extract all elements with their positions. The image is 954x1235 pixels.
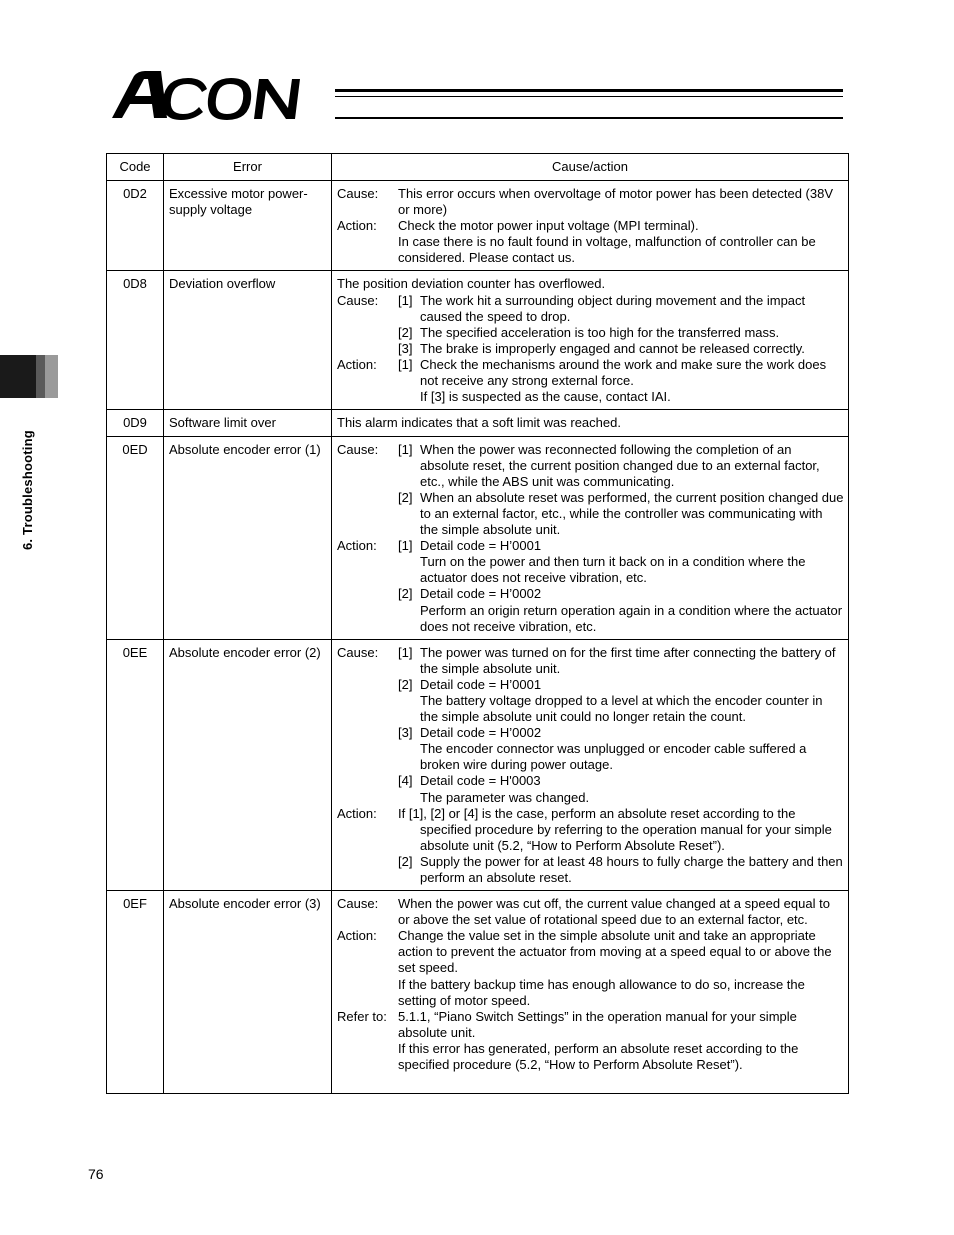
action-text: Check the motor power input voltage (MPI terminal). (398, 218, 699, 234)
refer-extra-text: If this error has generated, perform an absolute reset according to the specified procedure (5.2, “How to Perform Absolute Reset”). (398, 1040, 799, 1073)
item-extra-text: The battery voltage dropped to a level at which the encoder counter in the simple absolute unit could no longer retain the count. (420, 692, 823, 725)
action-label: Action: (337, 356, 377, 372)
row-cause-action (332, 410, 849, 436)
item-number: [1] (398, 356, 413, 372)
item-text: Detail code = H’0002 (420, 725, 542, 741)
row-error: Deviation overflow (164, 271, 332, 410)
cause-label: Cause: (337, 441, 379, 457)
refer-label: Refer to: (337, 1008, 387, 1024)
item-text: Check the mechanisms around the work and make sure the work does not receive any strong external force. (420, 356, 827, 389)
action-label: Action: (337, 805, 377, 821)
header-rule-thin (335, 96, 843, 97)
item-text: Detail code = H’0001 (420, 538, 542, 554)
item-extra-text: The encoder connector was unplugged or encoder cable suffered a broken wire during power outage. (420, 741, 807, 773)
item-number: [1] (398, 292, 413, 308)
item-extra-text: The parameter was changed. (420, 789, 590, 805)
refer-text: 5.1.1, “Piano Switch Settings” in the operation manual for your simple absolute unit. (398, 1008, 797, 1040)
cause-label: Cause: (337, 186, 379, 201)
row-error: Excessive motor power-supply voltage (164, 181, 332, 271)
item-number: [1] (398, 538, 413, 554)
header-rule-bottom (335, 117, 843, 119)
item-text: Detail code = H’0001 (420, 676, 542, 692)
item-text: Supply the power for at least 48 hours to fully charge the battery and then perform an absolute reset. (420, 853, 843, 885)
item-text: Detail code = H'0003 (420, 773, 541, 789)
item-text: The work hit a surrounding object during movement and the impact caused the speed to drop. (420, 292, 806, 324)
action-extra-text: In case there is no fault found in voltage, malfunction of controller can be considered. Please contact us. (398, 234, 816, 266)
item-text: The power was turned on for the first time after connecting the battery of the simple absolute unit. (420, 644, 836, 676)
table-row (107, 891, 849, 1094)
table-row (107, 181, 849, 271)
table-row (107, 410, 849, 436)
chapter-tab (0, 355, 58, 398)
item-text: The specified acceleration is too high for the transferred mass. (420, 324, 780, 340)
item-number: [3] (398, 340, 413, 356)
item-number: [4] (398, 773, 413, 789)
action-extra-text: If the battery backup time has enough allowance to do so, increase the setting of motor speed. (398, 976, 805, 1008)
item-number: [1] (398, 644, 413, 660)
row-error: Software limit over (164, 410, 332, 436)
item-text: The brake is improperly engaged and cannot be released correctly. (420, 340, 805, 356)
item-extra-text: If [3] is suspected as the cause, contact IAI. (420, 389, 671, 405)
page-number: 76 (88, 1166, 104, 1182)
row-error: Absolute encoder error (3) (164, 891, 332, 1094)
table-row (107, 271, 849, 410)
table-row (107, 639, 849, 890)
item-text: Detail code = H’0002 (420, 586, 542, 602)
item-text: When an absolute reset was performed, the current position changed due to an external factor, etc., while the controller was communicating with the simple absolute unit. (420, 489, 844, 538)
row-code: 0EE (107, 639, 164, 890)
item-text: If [1], [2] or [4] is the case, perform an absolute reset according to the specified procedure by referring to the operation manual for your simple absolute unit (5.2, “How to Perform Absolute Reset”). (398, 805, 832, 853)
intro-text: The position deviation counter has overflowed. (337, 276, 606, 292)
row-code: 0D8 (107, 271, 164, 410)
action-text: Change the value set in the simple absolute unit and take an appropriate action to prevent the actuator from moving at a speed equal to or above the set speed. (398, 928, 832, 976)
item-number: [2] (398, 489, 413, 505)
item-number: [2] (398, 853, 413, 869)
error-code-table (106, 153, 849, 1094)
table-row (107, 436, 849, 639)
row-code: 0ED (107, 436, 164, 639)
header-rule-thick (335, 89, 843, 92)
row-error: Absolute encoder error (1) (164, 436, 332, 639)
cause-label: Cause: (337, 644, 379, 660)
item-number: [3] (398, 725, 413, 741)
header-cause-action: Cause/action (332, 154, 849, 181)
item-extra-text: Turn on the power and then turn it back on in a condition where the actuator does not receive vibration, etc. (420, 554, 806, 586)
item-number: [2] (398, 324, 413, 340)
row-cause-action (332, 271, 849, 410)
item-text: When the power was reconnected following the completion of an absolute reset, the current position changed due to an external factor, etc., while the ABS unit was communicating. (420, 441, 820, 489)
section-label: 6. Troubleshooting (20, 430, 35, 550)
row-code: 0EF (107, 891, 164, 1094)
cause-text: When the power was cut off, the current value changed at a speed equal to or above the set value of rotational speed due to an external factor, etc. (398, 896, 830, 928)
row-cause-action (332, 181, 849, 271)
intro-text: This alarm indicates that a soft limit was reached. (337, 415, 621, 431)
action-label: Action: (337, 928, 377, 944)
row-code: 0D9 (107, 410, 164, 436)
action-label: Action: (337, 218, 377, 234)
row-cause-action (332, 436, 849, 639)
action-label: Action: (337, 538, 377, 554)
row-code: 0D2 (107, 181, 164, 271)
row-error: Absolute encoder error (2) (164, 639, 332, 890)
row-cause-action (332, 891, 849, 1094)
item-number: [1] (398, 441, 413, 457)
row-cause-action (332, 639, 849, 890)
cause-label: Cause: (337, 896, 379, 912)
header-error: Error (164, 154, 332, 181)
item-extra-text: Perform an origin return operation again in a condition where the actuator does not receive vibration, etc. (420, 602, 843, 634)
acon-logo (110, 70, 345, 122)
header-code: Code (107, 154, 164, 181)
item-number: [2] (398, 676, 413, 692)
item-number: [2] (398, 586, 413, 602)
cause-label: Cause: (337, 292, 379, 308)
cause-text: This error occurs when overvoltage of motor power has been detected (38V or more) (398, 186, 834, 218)
table-header-row (107, 154, 849, 181)
